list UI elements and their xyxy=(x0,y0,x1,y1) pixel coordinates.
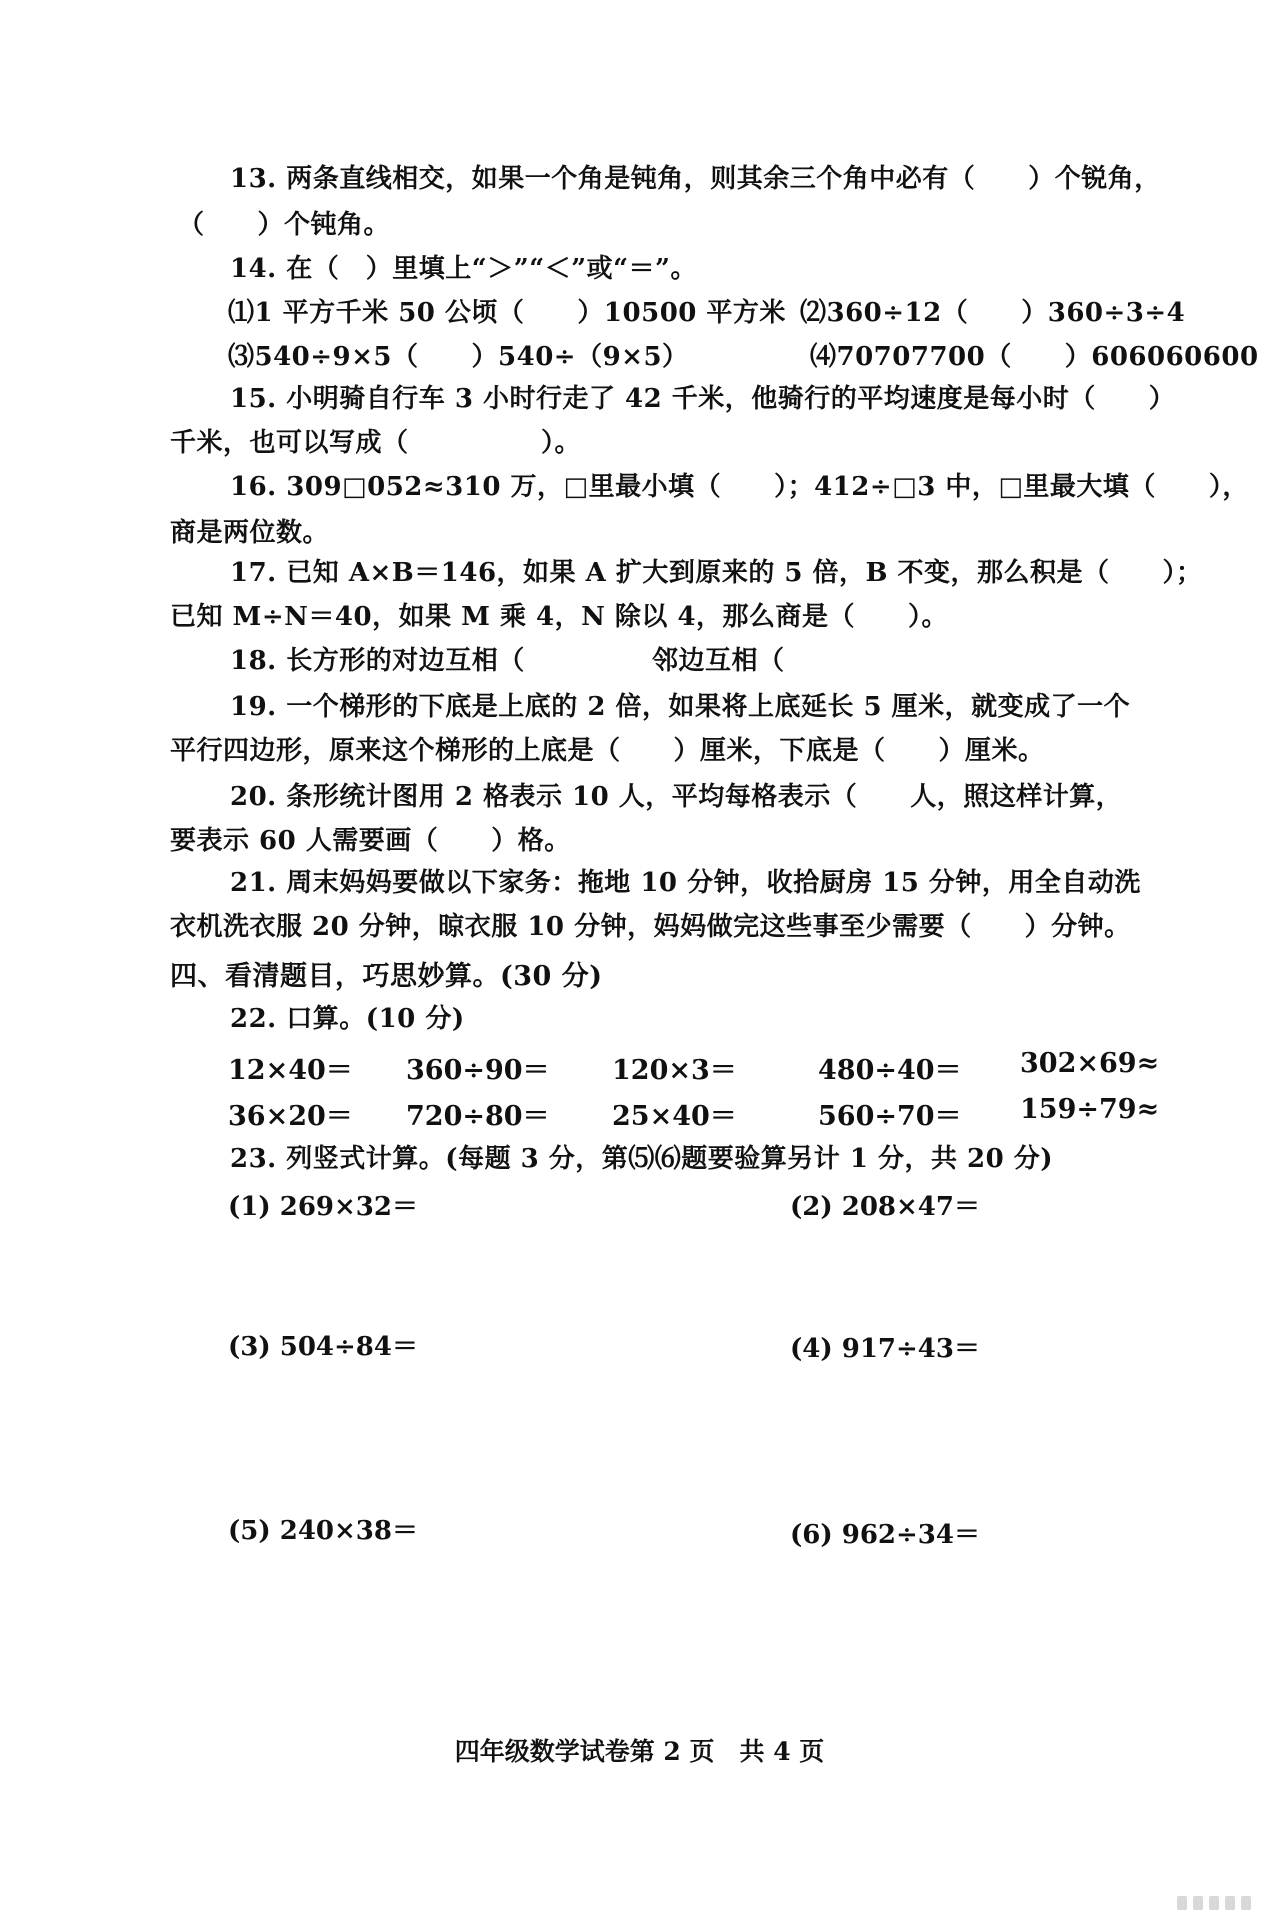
calc-5: (5) 240×38＝ xyxy=(228,1516,418,1546)
q18-part1: 18. 长方形的对边互相（ xyxy=(230,646,525,676)
q16-line1: 16. 309□052≈310 万，□里最小填（ ）；412÷□3 中，□里最大填（ ）， xyxy=(230,472,1249,502)
q17-line1: 17. 已知 A×B＝146，如果 A 扩大到原来的 5 倍，B 不变，那么积是（ ）； xyxy=(230,558,1203,588)
mental-item: 480÷40＝ xyxy=(818,1055,962,1086)
mental-item: 720÷80＝ xyxy=(406,1101,550,1132)
page-footer: 四年级数学试卷第 2 页 共 4 页 xyxy=(454,1737,825,1766)
q21-line2: 衣机洗衣服 20 分钟，晾衣服 10 分钟，妈妈做完这些事至少需要（ ）分钟。 xyxy=(170,912,1131,942)
q17-line2: 已知 M÷N＝40，如果 M 乘 4，N 除以 4，那么商是（ ）。 xyxy=(170,602,949,632)
calc-3: (3) 504÷84＝ xyxy=(228,1332,418,1362)
calc-1: (1) 269×32＝ xyxy=(228,1192,418,1222)
mental-item: 159÷79≈ xyxy=(1020,1094,1160,1125)
q22-title: 22. 口算。(10 分) xyxy=(230,1004,465,1034)
q19-line2: 平行四边形，原来这个梯形的上底是（ ）厘米，下底是（ ）厘米。 xyxy=(170,736,1045,766)
mental-math-row-2 xyxy=(0,1094,1279,1134)
q15-line1: 15. 小明骑自行车 3 小时行走了 42 千米，他骑行的平均速度是每小时（ ） xyxy=(230,384,1176,414)
mental-item: 25×40＝ xyxy=(612,1101,737,1132)
q15-line2: 千米，也可以写成（ ）。 xyxy=(170,428,582,458)
calc-4: (4) 917÷43＝ xyxy=(790,1334,980,1364)
section4-title: 四、看清题目，巧思妙算。(30 分) xyxy=(170,961,603,992)
scroll-indicator[interactable] xyxy=(1177,1896,1251,1910)
mental-item: 302×69≈ xyxy=(1020,1048,1160,1079)
calc-2: (2) 208×47＝ xyxy=(790,1192,980,1222)
q13-line2: （ ）个钝角。 xyxy=(178,210,391,240)
q16-line2: 商是两位数。 xyxy=(170,518,330,548)
q14-part4: ⑷70707700（ ）606060600 xyxy=(810,342,1259,372)
q21-line1: 21. 周末妈妈要做以下家务：拖地 10 分钟，收拾厨房 15 分钟，用全自动洗 xyxy=(230,868,1141,898)
q19-line1: 19. 一个梯形的下底是上底的 2 倍，如果将上底延长 5 厘米，就变成了一个 xyxy=(230,692,1131,722)
q20-line1: 20. 条形统计图用 2 格表示 10 人，平均每格表示（ 人，照这样计算， xyxy=(230,782,1123,812)
q18-part2: 邻边互相（ xyxy=(652,646,785,676)
mental-item: 120×3＝ xyxy=(612,1055,737,1086)
q20-line2: 要表示 60 人需要画（ ）格。 xyxy=(170,826,571,856)
q23-title: 23. 列竖式计算。(每题 3 分，第⑸⑹题要验算另计 1 分，共 20 分) xyxy=(230,1144,1054,1174)
mental-item: 360÷90＝ xyxy=(406,1055,550,1086)
q14-part1: ⑴1 平方千米 50 公顷（ ）10500 平方米 xyxy=(228,298,786,328)
calc-6: (6) 962÷34＝ xyxy=(790,1520,980,1550)
q14-line1: 14. 在（ ）里填上“＞”“＜”或“＝”。 xyxy=(230,254,698,284)
q14-part2: ⑵360÷12（ ）360÷3÷4 xyxy=(800,298,1186,328)
mental-math-row-1 xyxy=(0,1048,1279,1088)
q13-line1: 13. 两条直线相交，如果一个角是钝角，则其余三个角中必有（ ）个锐角， xyxy=(230,164,1161,194)
mental-item: 12×40＝ xyxy=(228,1055,353,1086)
mental-item: 560÷70＝ xyxy=(818,1101,962,1132)
q14-part3: ⑶540÷9×5（ ）540÷（9×5） xyxy=(228,342,689,372)
mental-item: 36×20＝ xyxy=(228,1101,353,1132)
